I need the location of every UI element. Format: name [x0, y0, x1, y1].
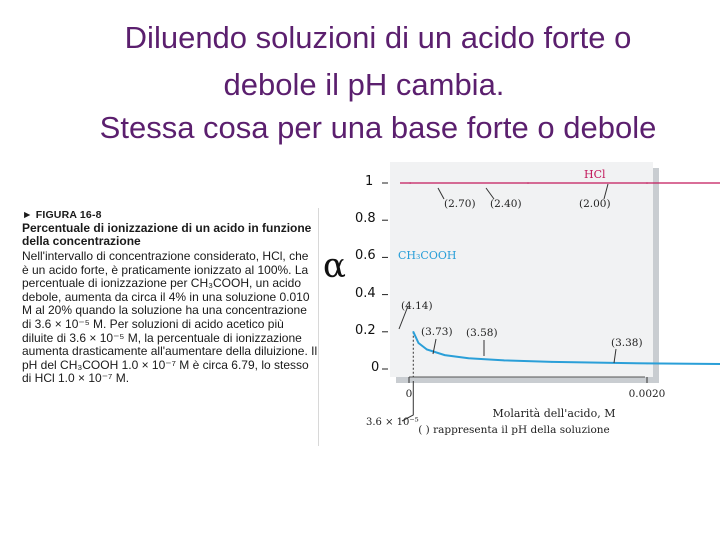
- data-point: [503, 360, 505, 362]
- data-point: [551, 361, 553, 363]
- ph-annotation: (4.14): [401, 300, 433, 312]
- slide-title-line-2: debole il pH cambia.: [223, 67, 505, 102]
- ph-annotation: (3.38): [611, 337, 643, 349]
- caption-heading: Percentuale di ionizzazione di un acido in funzione della concentrazione: [22, 221, 312, 248]
- y-tick-label: 0.6: [355, 248, 376, 264]
- data-point: [409, 182, 411, 184]
- y-axis-label: α: [323, 246, 346, 286]
- ph-annotation: (2.00): [579, 198, 611, 210]
- data-point: [444, 354, 446, 356]
- y-tick-label: 1: [365, 174, 374, 189]
- y-tick-label: 0.2: [355, 322, 376, 338]
- x-tick-label: 0.0020: [628, 388, 666, 400]
- ph-annotation: (2.40): [490, 198, 522, 210]
- data-point: [418, 342, 420, 344]
- data-point: [468, 357, 470, 359]
- data-point: [646, 363, 648, 365]
- data-point: [412, 331, 414, 333]
- data-point: [646, 182, 648, 184]
- ph-note: ( ) rappresenta il pH della soluzione: [418, 424, 610, 436]
- legend-hcl: HCl: [584, 168, 606, 181]
- legend-ch3cooh: CH₃COOH: [398, 249, 457, 262]
- figure-label: ► FIGURA 16-8: [22, 209, 102, 221]
- data-point: [426, 349, 428, 351]
- x-tick-label: 0: [405, 388, 413, 400]
- data-point: [527, 182, 529, 184]
- slide-title-line-1: Diluendo soluzioni di un acido forte o: [124, 20, 632, 55]
- y-tick-label: 0.8: [355, 211, 376, 227]
- y-tick-label: 0.4: [355, 285, 376, 301]
- caption-body: Nell'intervallo di concentrazione considerato, HCl, che è un acido forte, è praticamente ionizzato al 100%. La percentuale di ionizzazione per CH₃COOH, un acido debole, aumenta da circa il 4% in una soluzione 0.010 M al 20% quando la soluzione ha una concentrazione di 3.6 × 10⁻⁵ M. Per soluzioni di acido acetico più diluite di 3.6 × 10⁻⁵ M, la percentuale di ionizzazione aumenta drasticamente all'aumentare della diluizione. Il pH del CH₃COOH 1.0 × 10⁻⁷ M è circa 6.79, lo stesso di HCl 1.0 × 10⁻⁷ M.: [22, 249, 318, 386]
- slide-title-line-3: Stessa cosa per una base forte o debole: [99, 110, 657, 145]
- y-tick-label: 0: [371, 360, 380, 375]
- ph-annotation: (3.58): [466, 327, 498, 339]
- x-extra-label: 3.6 × 10⁻⁵: [366, 417, 419, 428]
- x-axis-title: Molarità dell'acido, M: [492, 407, 616, 420]
- ph-annotation: (2.70): [444, 198, 476, 210]
- ph-annotation: (3.73): [421, 326, 453, 338]
- dilution-marker-leader: [402, 381, 413, 421]
